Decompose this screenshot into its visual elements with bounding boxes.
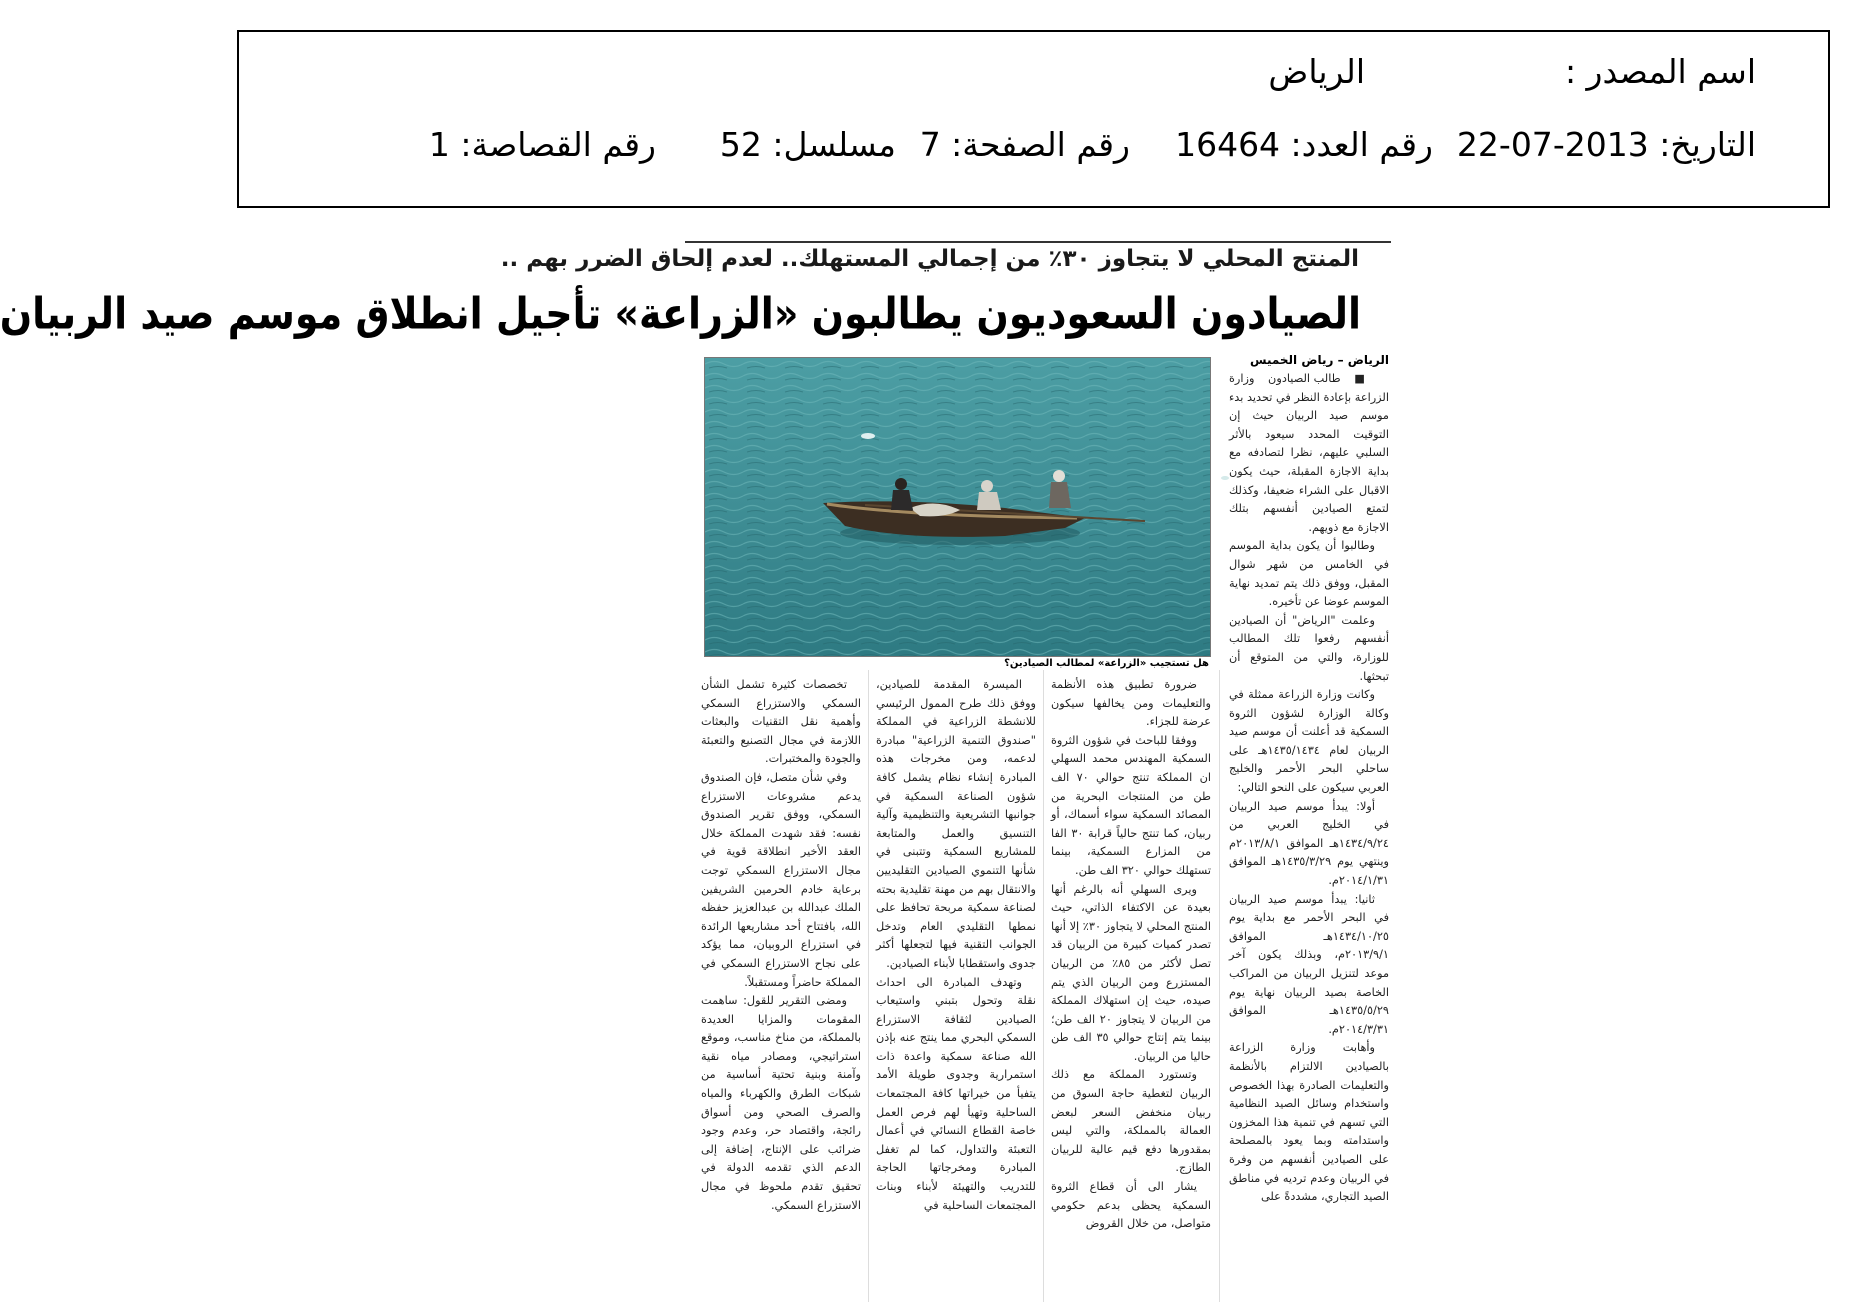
newspaper-clipping	[0, 240, 1391, 1302]
source-name-value: الرياض	[1268, 52, 1365, 91]
paragraph: يشار الى أن قطاع الثروة السمكية يحظى بدعم حكومي متواصل، من خلال القروض	[1051, 1180, 1211, 1231]
paragraph: وتستورد المملكة مع ذلك الربيان لتغطية حاجة السوق من ربيان منخفض السعر لبعض العمالة بالمملكة، والتي ليس بمقدورها دفع قيم عالية للربيان الطازج.	[1051, 1068, 1211, 1175]
source-page: رقم الصفحة: 7	[919, 125, 1130, 164]
paragraph: وكانت وزارة الزراعة ممثلة في وكالة الوزارة لشؤون الثروة السمكية قد أعلنت أن موسم صيد الربيان لعام ١٤٣٥/١٤٣٤هـ على ساحلي البحر الأحمر والخليج العربي سيكون على النحو التالي:	[1229, 688, 1389, 795]
article-column-3	[876, 676, 1036, 1300]
source-issue: رقم العدد: 16464	[1175, 125, 1433, 164]
source-info-box	[237, 30, 1830, 208]
paragraph: تخصصات كثيرة تشمل الشأن السمكي والاستزراع السمكي وأهمية نقل التقنيات والبعثات اللازمة في مجال التصنيع والتعبئة والجودة والمختبرات.	[701, 678, 861, 766]
paragraph: وعلمت "الرياض" أن الصيادين أنفسهم رفعوا تلك المطالب للوزارة، والتي من المتوقع أن تبحثها.	[1229, 613, 1389, 683]
paragraph: ■ طالب الصيادون وزارة الزراعة بإعادة النظر في تحديد بدء موسم صيد الربيان حيث إن التوقيت المحدد سيعود بالأثر السلبي عليهم، نظرا لتصادفه مع بداية الاجازة المقبلة، حيث يكون الاقبال على الشراء ضعيفا، وكذلك لتمتع الصيادين أنفسهم بتلك الاجازة مع ذويهم.	[1229, 370, 1389, 537]
article-column-4	[701, 676, 861, 1300]
top-rule	[685, 241, 1391, 243]
article-byline: الرياض – رياض الخميس	[1249, 353, 1389, 367]
article-column-2	[1051, 676, 1211, 1300]
column-divider	[1043, 670, 1044, 1302]
column-divider	[868, 670, 869, 1302]
paragraph: وأهابت وزارة الزراعة بالصيادين الالتزام بالأنظمة والتعليمات الصادرة بهذا الخصوص واستخدام وسائل الصيد النظامية التي تسهم في تنمية هذا المخزون واستدامته وبما يعود بالمصلحة على الصيادين أنفسهم من وفرة في الربيان وعدم ترديه في مناطق الصيد التجاري، مشددةً على	[1229, 1041, 1389, 1204]
paragraph: وطالبوا أن يكون بداية الموسم في الخامس من شهر شوال المقبل، ووفق ذلك يتم تمديد نهاية الموسم عوضا عن تأخيره.	[1229, 539, 1389, 609]
source-serial: مسلسل: 52	[719, 125, 896, 164]
fishing-boat-photo	[704, 357, 1211, 657]
paragraph: ووفقا للباحث في شؤون الثروة السمكية المهندس محمد السهلي ان المملكة تنتج حوالي ٧٠ الف طن من المنتجات البحرية من المصائد السمكية سواء أسماك، أو ربيان، كما تنتج حالياً قرابة ٣٠ الفا من المزارع السمكية، بينما تستهلك حوالي ٣٢٠ الف طن.	[1051, 733, 1211, 877]
paragraph: ثانيا: يبدأ موسم صيد الربيان في البحر الأحمر مع بداية يوم ١٤٣٤/١٠/٢٥هـ الموافق ٢٠١٣/٩/١م، وبذلك يكون آخر موعد لتنزيل الربيان من المراكب الخاصة بصيد الربيان نهاية يوم ١٤٣٥/٥/٢٩هـ الموافق ٢٠١٤/٣/٣١م.	[1229, 892, 1389, 1036]
article-kicker: المنتج المحلي لا يتجاوز ٣٠٪ من إجمالي المستهلك.. لعدم إلحاق الضرر بهم ..	[500, 246, 1359, 272]
paragraph: ضرورة تطبيق هذه الأنظمة والتعليمات ومن يخالفها سيكون عرضة للجزاء.	[1051, 678, 1211, 729]
paragraph: وتهدف المبادرة الى احداث نقلة وتحول بتبني واستيعاب الصيادين لثقافة الاستزراع السمكي البحري مما ينتج عنه بإذن الله صناعة سمكية واعدة ذات استمرارية وجدوى طويلة الأمد يتفيأ من خيراتها كافة المجتمعات الساحلية وتهيأ لهم فرص العمل خاصة القطاع النسائي في أعمال التعبئة والتداول، كما لم تغفل المبادرة ومخرجاتها الحاجة للتدريب والتهيئة لأبناء وبنات المجتمعات الساحلية في	[876, 975, 1036, 1212]
paragraph: وفي شأن متصل، فإن الصندوق يدعم مشروعات الاستزراع السمكي، ووفق تقرير الصندوق نفسه: فقد شهدت المملكة خلال العقد الأخير انطلاقة قوية في مجال الاستزراع السمكي توجت برعاية خادم الحرمين الشريفين الملك عبدالله بن عبدالعزيز حفظه الله، بافتتاح أحد مشاريعها الرائدة في استزراع الروبيان، مما يؤكد على نجاح الاستزراع السمكي في المملكة حاضراً ومستقبلاً.	[701, 770, 861, 989]
article-headline: الصيادون السعوديون يطالبون «الزراعة» تأجيل انطلاق موسم صيد الربيان	[0, 288, 1361, 339]
source-date: التاريخ: 2013-07-22	[1456, 125, 1756, 164]
paragraph: ومضى التقرير للقول: ساهمت المقومات والمزايا العديدة بالمملكة، من مناخ مناسب، وموقع استراتيجي، ومصادر مياه نقية وآمنة وبنية تحتية أساسية من شبكات الطرق والكهرباء والمياه والصرف الصحي ومن أسواق رائجة، واقتصاد حر، وعدم وجود ضرائب على الإنتاج، إضافة إلى الدعم الذي تقدمه الدولة في تحقيق تقدم ملحوظ في مجال الاستزراع السمكي.	[701, 994, 861, 1212]
paragraph: أولا: يبدأ موسم صيد الربيان في الخليج العربي من ١٤٣٤/٩/٢٤هـ الموافق ٢٠١٣/٨/١م وينتهي يوم ١٤٣٥/٣/٢٩هـ الموافق ٢٠١٤/١/٣١م.	[1229, 799, 1389, 888]
paragraph: ويرى السهلي أنه بالرغم أنها بعيدة عن الاكتفاء الذاتي، حيث المنتج المحلي لا يتجاوز ٣٠٪ إلا أنها تصدر كميات كبيرة من الربيان قد تصل لأكثر من ٨٥٪ من الربيان المستزرع ومن الربيان الذي يتم صيده، حيث إن استهلاك المملكة من الربيان لا يتجاوز ٢٠ الف طن؛ بينما يتم إنتاج حوالي ٣٥ الف طن حاليا من الربيان.	[1051, 882, 1211, 1063]
photo-caption: هل تستجيب «الزراعة» لمطالب الصيادين؟	[1004, 658, 1209, 669]
source-name-label: اسم المصدر :	[1564, 52, 1756, 91]
article-column-1	[1229, 370, 1389, 1300]
source-clip-number: رقم القصاصة: 1	[428, 125, 656, 164]
column-divider	[1219, 670, 1220, 1302]
paragraph: الميسرة المقدمة للصيادين، ووفق ذلك طرح الممول الرئيسي للانشطة الزراعية في المملكة "صندوق التنمية الزراعية" مبادرة لدعمه، ومن مخرجات هذه المبادرة إنشاء نظام يشمل كافة شؤون الصناعة السمكية في جوانبها التشريعية والتنظيمية وآلية التنسيق والعمل والمتابعة للمشاريع السمكية وتتبنى في شأنها التنموي الصيادين التقليديين والانتقال بهم من مهنة تقليدية بحته لصناعة سمكية مربحة تحافظ على نمطها التقليدي العام وتدخل الجوانب التقنية فيها لتجعلها أكثر جدوى واستقطابا لأبناء الصيادين.	[876, 678, 1036, 970]
